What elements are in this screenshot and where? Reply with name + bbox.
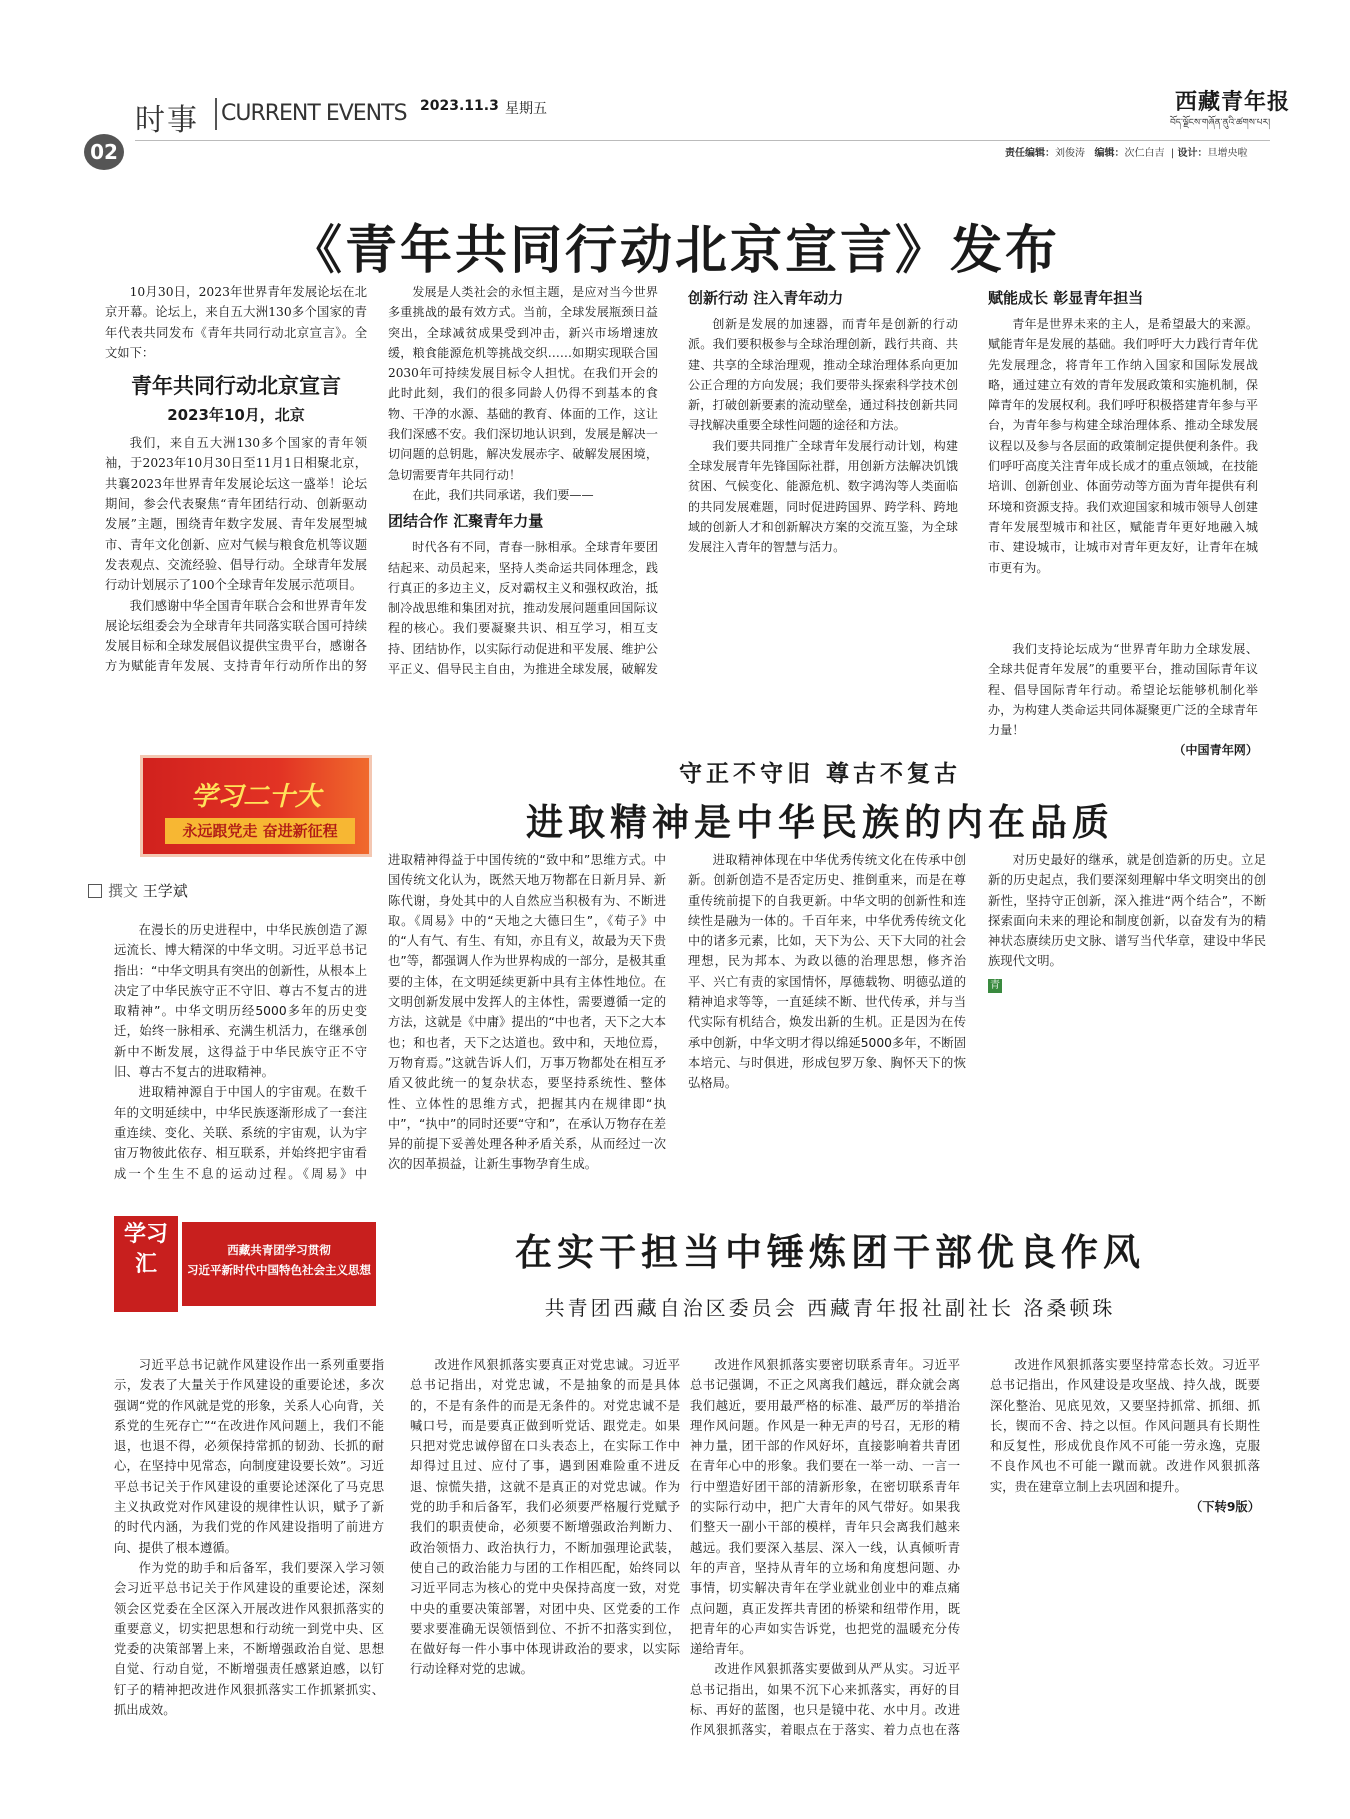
article2-column-3 [688,850,966,1180]
article2-paragraph: 进取精神得益于中国传统的“致中和”思维方式。中国传统文化认为，既然天地万物都在日新月异、新陈代谢，身处其中的人自然应当积极有为、不断进取。《周易》中的“天地之大德曰生”，《荀子》中的“人有气、有生、有知，亦且有义，故最为天下贵也”等，都强调人作为世界构成的一部分，是极其重要的主体，在文明延续更新中具有主体性地位。在文明创新发展中发挥人的主体性，需要遵循一定的方法，这就是《中庸》提出的“中也者，天下之大本也；和也者，天下之达道也。致中和，天地位焉，万物育焉。”这就告诉人们，万事万物都处在相互矛盾又彼此统一的复杂状态，要坚持系统性、整体性、立体性的思维方式，把握其内在规律即“执中”，“执中”的同时还要“守和”，在承认万物存在差异的前提下妥善处理各种矛盾关系，从而经过一次次的因革损益，让新生事物孕育生成。 [388,853,666,1172]
study-column-line2: 习近平新时代中国特色社会主义思想 [187,1263,371,1277]
section-title-en: CURRENT EVENTS [221,101,407,126]
article3-paragraph: 作为党的助手和后备军，我们要深入学习领会习近平总书记关于作风建设的重要论述，深刻领会区党委在全区深入开展改进作风狠抓落实的重要意义，切实把思想和行动统一到党中央、区党委的决策部署上来，不断增强政治自觉、思想自觉、行动自觉，不断增强责任感紧迫感，以钉钉子的精神把改进作风狠抓落实工作抓紧抓实、抓出成效。 [114,1560,384,1718]
designer-name: 旦增央啦 [1207,148,1248,159]
section-divider [215,98,217,130]
copy-editor-label: 编辑： [1094,148,1125,159]
article2-kicker: 守正不守旧 尊古不复古 [678,760,961,787]
article1-paragraph: 青年是世界未来的主人，是希望最大的来源。赋能青年是发展的基础。我们呼吁大力践行青年优先发展理念，将青年工作纳入国家和国际发展战略，通过建立有效的青年发展政策和实施机制，保障青年的发展权利。我们呼吁积极搭建青年参与平台，为青年参与构建全球治理体系、推动全球发展议程以及参与各层面的政策制定提供便利条件。我们呼吁高度关注青年成长成才的重点领域，在技能培训、创新创业、体面劳动等方面为青年提供有利环境和资源支持。我们欢迎国家和城市领导人创建青年发展型城市和社区，赋能青年更好地融入城市、建设城市，让城市对青年更友好，让青年在城市更有为。 [988,317,1258,575]
end-mark-icon: 青 [990,979,1000,991]
article1-subhead: 创新行动 注入青年动力 [688,289,844,307]
paper-name-tibetan: བོད་ལྗོངས་གཞོན་ནུའི་ཚགས་པར། [1170,118,1271,128]
declaration-date: 2023年10月，北京 [167,406,305,425]
author-label: 撰文 [108,882,139,900]
article3-paragraph: 改进作风狠抓落实要密切联系青年。习近平总书记强调，不正之风离我们越远，群众就会离我们越近，要用最严格的标准、最严厉的举措治理作风问题。作风是一种无声的号召，无形的精神力量，团干部的作风好坏，直接影响着共青团在青年心中的形象。我们要在一举一动、一言一行中塑造好团干部的清新形象，在密切联系青年的实际行动中，把广大青年的风气带好。如果我们整天一副小干部的模样，青年只会离我们越来越远。我们要深入基层、深入一线，认真倾听青年的声音，坚持从青年的立场和角度想问题、办事情，切实解决青年在学业就业创业中的难点痛点问题，真正发挥共青团的桥梁和纽带作用，既把青年的心声如实告诉党，也把党的温暖充分传递给青年。 [690,1358,960,1657]
article2-title: 进取精神是中华民族的内在品质 [526,801,1114,844]
credits: 责任编辑：刘俊涛 编辑：次仁白吉 | 设计：旦增央啦 [1005,148,1248,159]
editor-label: 责任编辑： [1005,148,1055,159]
article2-author [88,880,188,901]
article2-column-1 [114,920,367,1183]
article3-title: 在实干担当中锤炼团干部优良作风 [515,1231,1145,1274]
article1-column-1 [105,282,367,677]
article3-paragraph: 改进作风狠抓落实要坚持常态长效。习近平总书记指出，作风建设是攻坚战、持久战，既要深化整治、见底见效，又要坚持抓常、抓细、抓长，锲而不舍、持之以恒。作风问题具有长期性和反复性，形成优良作风不可能一劳永逸，克服不良作风也不可能一蹴而就。改进作风狠抓落实，贵在建章立制上去巩固和提升。 [990,1358,1260,1494]
article3-byline: 共青团西藏自治区委员会 西藏青年报社副社长 洛桑顿珠 [544,1296,1116,1320]
article3-column-4 [990,1355,1260,1517]
article2-paragraph: 进取精神体现在中华优秀传统文化在传承中创新。创新创造不是否定历史、推倒重来，而是在尊重传统前提下的自我更新。中华文明的创新性和连续性是融为一体的。千百年来，中华优秀传统文化中的诸多元素，比如，天下为公、天下大同的社会理想，民为邦本、为政以德的治理思想，修齐治平、兴亡有责的家国情怀，厚德载物、明德弘道的精神追求等等，一直延续不断、世代传承，并与当代实际有机结合，焕发出新的生机。正是因为在传承中创新，中华文明才得以绵延5000多年，不断固本培元、与时俱进，形成包罗万象、胸怀天下的恢弘格局。 [688,853,966,1091]
masthead-divider [135,140,1270,141]
article1-paragraph: 我们支持论坛成为“世界青年助力全球发展、全球共促青年发展”的重要平台，推动国际青年议程、倡导国际青年行动。希望论坛能够机制化举办，为构建人类命运共同体凝聚更广泛的全球青年力量！ [988,642,1258,738]
pen-icon [88,884,102,898]
article1-column-4 [988,282,1258,761]
end-mark-line [988,972,1266,993]
article3-column-3 [690,1355,960,1740]
article2-paragraph: 在漫长的历史进程中，中华民族创造了源远流长、博大精深的中华文明。习近平总书记指出：“中华文明具有突出的创新性，从根本上决定了中华民族守正不守旧、尊古不复古的进取精神”。中华文明历经5000多年的历史变迁，始终一脉相承、充满生机活力，在继承创新中不断发展，这得益于中华民族守正不守旧、尊古不复古的进取精神。 [114,923,367,1080]
weekday: 星期五 [505,101,547,117]
article1-column-3 [688,282,958,558]
study-column-line1: 西藏共青团学习贯彻 [227,1243,331,1257]
declaration-title: 青年共同行动北京宣言 [131,374,341,399]
section-title: 时事 [135,103,199,138]
study-banner [140,755,372,857]
headline-main: 《青年共同行动北京宣言》发布 [289,220,1060,281]
issue-date: 2023.11.3 [420,98,499,114]
editor-name: 刘俊涛 [1055,148,1085,159]
article2-column-2 [388,850,666,1180]
article1-paragraph: 我们，来自五大洲130多个国家的青年领袖，于2023年10月30日至11月1日相聚北京，共襄2023年世界青年发展论坛这一盛举！论坛期间，参会代表聚焦“青年团结行动、创新驱动发展”主题，围绕青年数字发展、青年发展型城市、青年文化创新、应对气候与粮食危机等议题发表观点、交流经验、倡导行动。全球青年发展行动计划展示了100个全球青年发展示范项目。 [105,436,367,593]
article3-paragraph: 改进作风狠抓落实要做到从严从实。习近平总书记指出，如果不沉下心来抓落实，再好的目标、再好的蓝图，也只是镜中花、水中月。改进作风狠抓落实，着眼点在于落实、着力点也在落 [690,1662,960,1738]
article1-paragraph: 发展是人类社会的永恒主题，是应对当今世界多重挑战的最有效方式。当前，全球发展瓶颈日益突出，全球减贫成果受到冲击，新兴市场增速放缓，粮食能源危机等挑战交织……如期实现联合国2030年可持续发展目标令人担忧。在我们开会的此时此刻，我们的很多同龄人仍得不到基本的食物、干净的水源、基础的教育、体面的工作，这让我们深感不安。我们深切地认识到，发展是解决一切问题的总钥匙，解决发展赤字、破解发展困境，急切需要青年共同行动！ [388,285,658,482]
article1-subhead: 赋能成长 彰显青年担当 [988,289,1144,307]
article3-paragraph: 习近平总书记就作风建设作出一系列重要指示，发表了大量关于作风建设的重要论述，多次强调“党的作风就是党的形象，关系人心向背，关系党的生死存亡”“在改进作风问题上，我们不能退，也退不得，必须保持常抓的韧劲、长抓的耐心，在坚持中见常态，向制度建设要长效”。习近平总书记关于作风建设的重要论述深化了马克思主义执政党对作风建设的规律性认识，赋予了新的时代内涵，为我们党的作风建设指明了前进方向、提供了根本遵循。 [114,1358,384,1555]
page-number: 02 [84,134,124,170]
article1-column-2 [388,282,658,679]
paper-name: 西藏青年报 [1175,89,1291,115]
continued-note: （下转9版） [1189,1500,1260,1515]
article2-paragraph: 对历史最好的继承，就是创造新的历史。立足新的历史起点，我们要深刻理解中华文明突出的创新性，坚持守正创新，深入推进“两个结合”，不断探索面向未来的理论和制度创新，以奋发有为的精神状态赓续历史文脉、谱写当代华章，建设中华民族现代文明。 [988,853,1266,969]
article1-source: （中国青年网） [1173,743,1258,758]
article1-paragraph: 时代各有不同，青春一脉相承。全球青年要团结起来、动员起来，坚持人类命运共同体理念，践行真正的多边主义，反对霸权主义和强权政治，抵制冷战思维和集团对抗，推动发展问题重回国际议程的核心。我们要凝聚共识、相互学习，相互支持、团结协作，以实际行动促进和平发展、维护公平正义、倡导民主自由，为推进全球发展，破解发 [388,540,658,677]
article3-column-1 [114,1355,384,1720]
study-banner-title: 学习二十大 [190,782,321,812]
article1-paragraph: 我们感谢中华全国青年联合会和世界青年发展论坛组委会为全球青年共同落实联合国可持续发展目标和全球发展倡议提供宝贵平台，感谢各方为赋能青年发展、支持青年行动所作出的努 [105,598,367,674]
article1-paragraph: 在此，我们共同承诺，我们要—— [412,487,594,502]
article2-column-4 [988,850,1266,993]
article1-lead: 10月30日，2023年世界青年发展论坛在北京开幕。论坛上，来自五大洲130多个国家的青年代表共同发布《青年共同行动北京宣言》。全文如下： [105,285,367,360]
study-column-banner [114,1216,376,1312]
article3-column-2 [410,1355,680,1785]
article3-paragraph: 改进作风狠抓落实要真正对党忠诚。习近平总书记指出，对党忠诚，不是抽象的而是具体的，不是有条件的而是无条件的。对党忠诚不是喊口号，而是要真正做到听党话、跟党走。如果只把对党忠诚停留在口头表态上，在实际工作中却得过且过、应付了事，遇到困难险重不进反退、惊慌失措，这就不是真正的对党忠诚。作为党的助手和后备军，我们必须要严格履行党赋予我们的职责使命，必须要不断增强政治判断力、政治领悟力、政治执行力，不断加强理论武装，使自己的政治能力与团的工作相匹配，始终同以习近平同志为核心的党中央保持高度一致，对党中央的重要决策部署，对团中央、区党委的工作要求要准确无误领悟到位、不折不扣落实到位，在做好每一件小事中体现讲政治的要求，以实际行动诠释对党的忠诚。 [410,1358,680,1677]
study-column-box [182,1222,376,1306]
study-column-badge: 学习汇 [114,1216,178,1312]
article1-paragraph: 我们要共同推广全球青年发展行动计划，构建全球发展青年先锋国际社群，用创新方法解决饥饿贫困、气候变化、能源危机、数字鸿沟等人类面临的共同发展难题，同时促进跨国界、跨学科、跨地域的创新人才和创新解决方案的交流互鉴，为全球发展注入青年的智慧与活力。 [688,438,958,555]
copy-editor-name: 次仁白吉 [1124,148,1165,159]
article2-paragraph: 进取精神源自于中国人的宇宙观。在数千年的文明延续中，中华民族逐渐形成了一套注重连续、变化、关联、系统的宇宙观，认为宇宙万物彼此依存、相互联系，并始终把宇宙看成一个生生不息的运动过程。《周易》中 [114,1085,367,1181]
designer-label: 设计： [1177,148,1208,159]
article1-paragraph: 创新是发展的加速器，而青年是创新的行动派。我们要积极参与全球治理创新，践行共商、共建、共享的全球治理观，推动全球治理体系向更加公正合理的方向发展；我们要带头探索科学技术创新，打破创新要素的流动壁垒，通过科技创新共同寻找解决重要全球性问题的途径和方法。 [688,317,958,433]
author-name: 王学斌 [142,882,188,900]
article1-subhead: 团结合作 汇聚青年力量 [388,512,544,531]
study-banner-subtitle: 永远跟党走 奋进新征程 [165,818,355,844]
